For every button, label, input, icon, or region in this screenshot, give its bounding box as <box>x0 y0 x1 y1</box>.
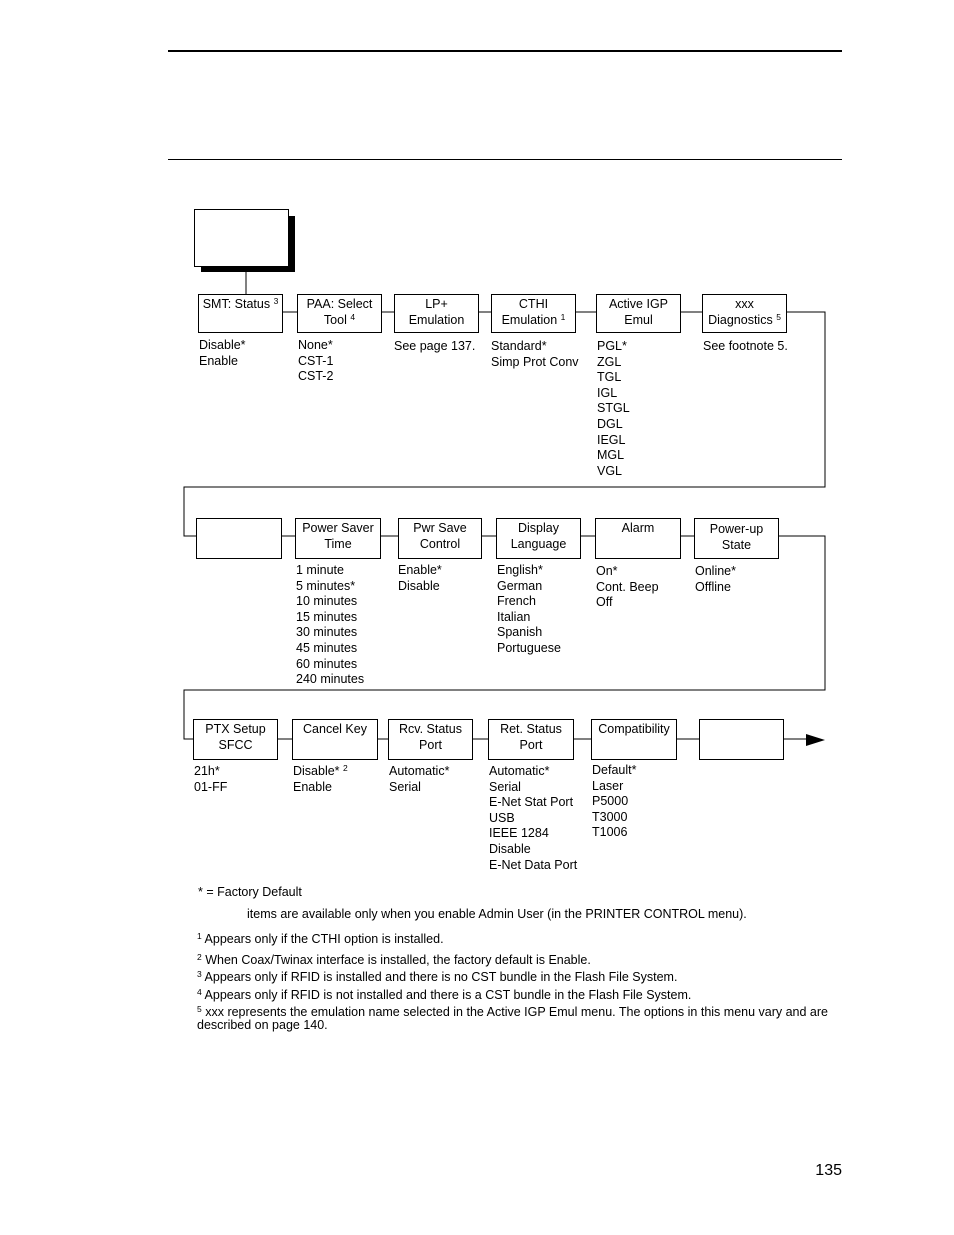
footnote-1: $^1$ Appears only if the CTHI option is installed. <box>197 931 444 946</box>
factory-default-note: * = Factory Default <box>198 885 302 899</box>
menu-box-blank-row3 <box>699 719 784 760</box>
menu-box-ret-status-port: Ret. Status Port <box>488 719 574 760</box>
options-power-saver-time: 1 minute 5 minutes* 10 minutes 15 minutes 30 minutes 45 minutes 60 minutes 240 minutes <box>296 563 365 687</box>
options-lp-emulation: See page 137. <box>394 339 476 353</box>
options-active-igp-emul: PGL* ZGL TGL IGL STGL DGL IEGL MGL VGL <box>597 339 630 478</box>
footnote-4: $^4$ Appears only if RFID is not installed and there is a CST bundle in the Flash File System. <box>197 987 692 1002</box>
menu-box-lp-emulation: LP+ Emulation <box>394 294 479 333</box>
menu-box-display-language: Display Language <box>496 518 581 559</box>
options-rcv-status-port: Automatic* Serial <box>389 764 450 794</box>
menu-header-box <box>194 209 289 267</box>
options-xxx-diagnostics: See footnote 5. <box>703 339 788 353</box>
menu-box-paa-select-tool: PAA: Select Tool $^4$ <box>297 294 382 333</box>
options-alarm: On* Cont. Beep Off <box>596 564 659 610</box>
options-power-up-state: Online* Offline <box>695 564 736 594</box>
page-number: 135 <box>815 1162 842 1179</box>
footnote-2: $^2$ When Coax/Twinax interface is installed, the factory default is Enable. <box>197 952 591 967</box>
options-display-language: English* German French Italian Spanish Portuguese <box>497 563 561 655</box>
menu-box-xxx-diagnostics: xxx Diagnostics $^5$ <box>702 294 787 333</box>
menu-box-pwr-save-control: Pwr Save Control <box>398 518 482 559</box>
options-smt-status: Disable* Enable <box>199 338 246 368</box>
options-ptx-setup-sfcc: 21h* 01-FF <box>194 764 228 794</box>
options-compatibility: Default* Laser P5000 T3000 T1006 <box>592 763 637 840</box>
admin-user-note: items are available only when you enable Admin User (in the PRINTER CONTROL menu). <box>247 907 747 921</box>
menu-box-cancel-key: Cancel Key <box>292 719 378 760</box>
options-paa-select-tool: None* CST-1 CST-2 <box>298 338 334 384</box>
menu-box-power-up-state: Power-up State <box>694 518 779 559</box>
options-cthi-emulation: Standard* Simp Prot Conv <box>491 339 579 369</box>
menu-box-cthi-emulation: CTHI Emulation $^1$ <box>491 294 576 333</box>
menu-box-power-saver-time: Power Saver Time <box>295 518 381 559</box>
footnote-5: $^5$ xxx represents the emulation name selected in the Active IGP Emul menu. The options in this menu vary and are <box>197 1004 829 1019</box>
menu-box-smt-status: SMT: Status $^3$ <box>198 294 283 333</box>
footnote-3: $^3$ Appears only if RFID is installed and there is no CST bundle in the Flash File System. <box>197 969 678 984</box>
menu-box-compatibility: Compatibility <box>591 719 677 760</box>
menu-box-alarm: Alarm <box>595 518 681 559</box>
menu-box-ptx-setup-sfcc: PTX Setup SFCC <box>193 719 278 760</box>
options-pwr-save-control: Enable* Disable <box>398 563 442 593</box>
options-cancel-key: Disable* $^2$ Enable <box>293 763 348 794</box>
footnote-5-continued: described on page 140. <box>197 1018 328 1032</box>
options-ret-status-port: Automatic* Serial E-Net Stat Port USB IEEE 1284 Disable E-Net Data Port <box>489 764 578 872</box>
menu-box-active-igp-emul: Active IGP Emul <box>596 294 681 333</box>
menu-box-blank-row2 <box>196 518 282 559</box>
menu-box-rcv-status-port: Rcv. Status Port <box>388 719 473 760</box>
